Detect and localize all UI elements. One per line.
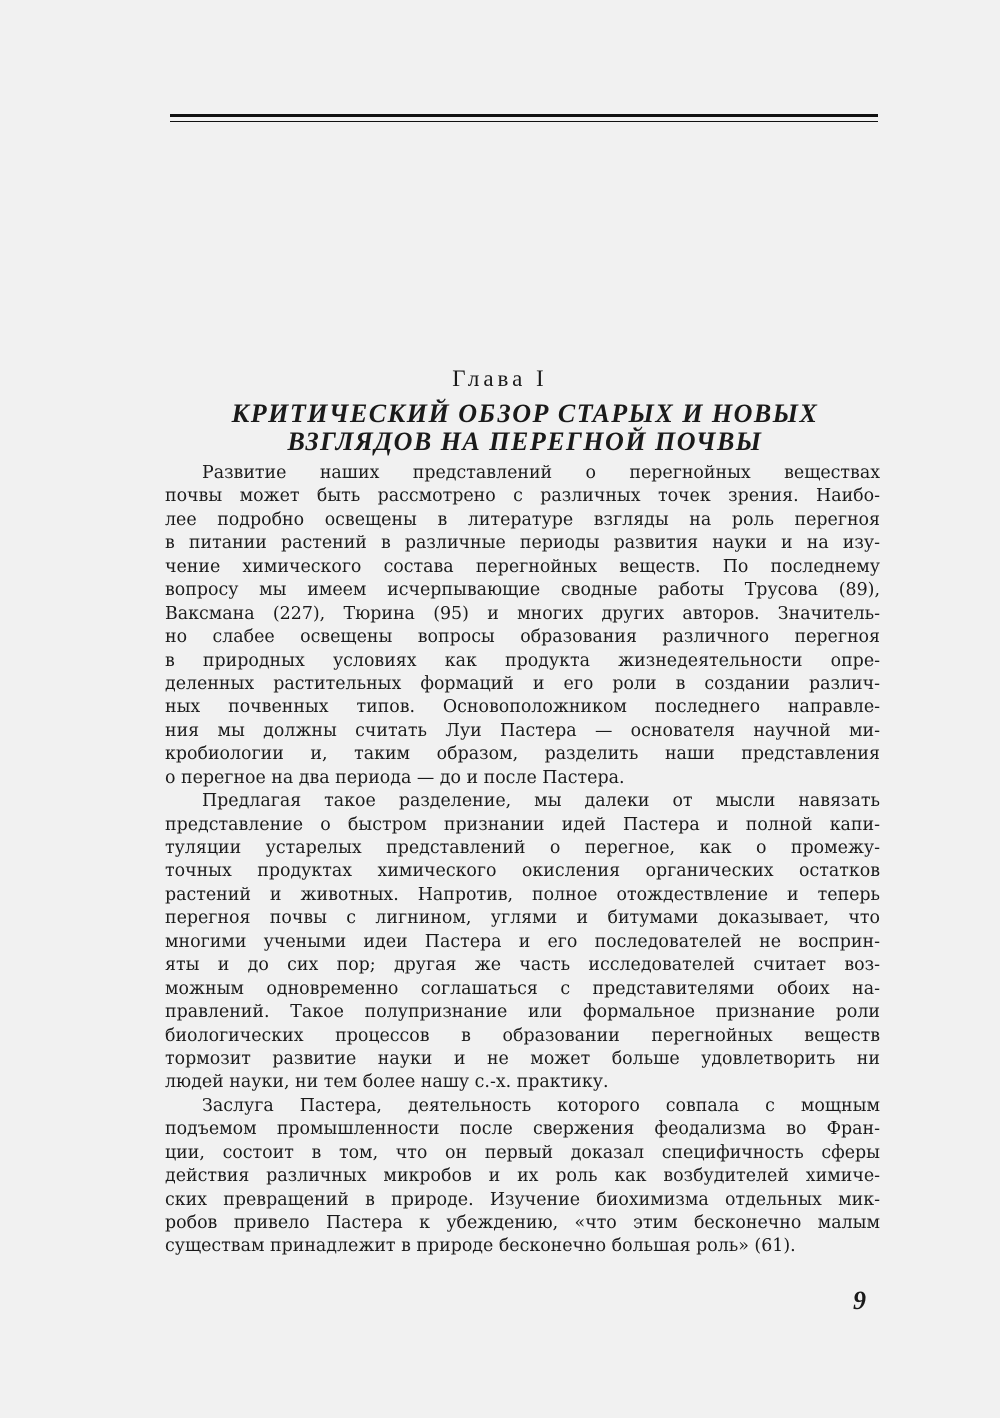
text-line: Заслуга Пастера, деятельность которого совпала с мощным: [202, 1095, 880, 1116]
paragraph: [165, 462, 880, 790]
text-line: туляции устарелых представлений о перегное, как о промежу-: [165, 838, 880, 858]
text-line: яты и до сих пор; другая же часть исследователей считает воз-: [165, 955, 880, 976]
text-line: действия различных микробов и их роль как возбудителей химиче-: [165, 1166, 880, 1187]
text-line: растений и животных. Напротив, полное отождествление и теперь: [165, 884, 880, 905]
text-line: точных продуктах химического окисления органических остатков: [165, 861, 880, 882]
text-line: вопросу мы имеем исчерпывающие сводные работы Трусова (89),: [165, 580, 880, 601]
text-line: в питании растений в различные периоды развития науки и на изу-: [165, 533, 880, 554]
text-line: перегноя почвы с лигнином, углями и битумами доказывает, что: [165, 908, 880, 929]
text-line: правлений. Такое полупризнание или формальное признание роли: [165, 1002, 880, 1023]
body-text: [165, 462, 880, 1259]
text-line: лее подробно освещены в литературе взгляды на роль перегноя: [165, 509, 880, 530]
chapter-title: [185, 400, 865, 456]
page-number: 9: [853, 1286, 866, 1315]
text-line: Развитие наших представлений о перегнойных веществах: [202, 463, 880, 483]
chapter-title-line: ВЗГЛЯДОВ НА ПЕРЕГНОЙ ПОЧВЫ: [287, 427, 763, 456]
text-line: представление о быстром признании идей Пастера и полной капи-: [165, 814, 880, 835]
text-line: о перегное на два периода — до и после Пастера.: [165, 767, 625, 788]
text-line: людей науки, ни тем более нашу с.-х. практику.: [165, 1072, 609, 1093]
text-line: ских превращений в природе. Изучение биохимизма отдельных мик-: [165, 1189, 880, 1210]
paragraph: [165, 790, 880, 1095]
text-line: существам принадлежит в природе бесконечно большая роль» (61).: [165, 1236, 796, 1257]
text-line: робов привело Пастера к убеждению, «что этим бесконечно малым: [165, 1213, 880, 1233]
text-line: но слабее освещены вопросы образования различного перегноя: [165, 627, 880, 648]
text-line: чение химического состава перегнойных веществ. По последнему: [165, 556, 880, 577]
text-line: биологических процессов в образовании перегнойных веществ: [165, 1025, 880, 1046]
text-line: почвы может быть рассмотрено с различных точек зрения. Наибо-: [165, 486, 880, 507]
text-line: ции, состоит в том, что он первый доказал специфичность сферы: [165, 1142, 880, 1163]
text-line: кробиологии и, таким образом, разделить наши представления: [165, 744, 880, 765]
chapter-title-line: КРИТИЧЕСКИЙ ОБЗОР СТАРЫХ И НОВЫХ: [231, 399, 819, 428]
text-line: ния мы должны считать Луи Пастера — основателя научной ми-: [165, 720, 880, 741]
text-line: многими учеными идеи Пастера и его последователей не восприн-: [165, 931, 880, 952]
text-line: подъемом промышленности после свержения феодализма во Фран-: [165, 1119, 880, 1140]
top-rule: [170, 114, 878, 122]
text-line: деленных растительных формаций и его роли в создании различ-: [165, 673, 880, 694]
text-line: тормозит развитие науки и не может больше удовлетворить ни: [165, 1048, 880, 1069]
text-line: ных почвенных типов. Основоположником последнего направле-: [165, 697, 880, 718]
text-line: Предлагая такое разделение, мы далеки от мысли навязать: [202, 791, 880, 812]
paragraph: [165, 1095, 880, 1259]
chapter-label: Глава I: [452, 366, 548, 391]
text-line: в природных условиях как продукта жизнедеятельности опре-: [165, 650, 880, 671]
text-line: Ваксмана (227), Тюрина (95) и многих других авторов. Значитель-: [165, 603, 880, 624]
text-line: можным одновременно соглашаться с представителями обоих на-: [165, 978, 880, 999]
